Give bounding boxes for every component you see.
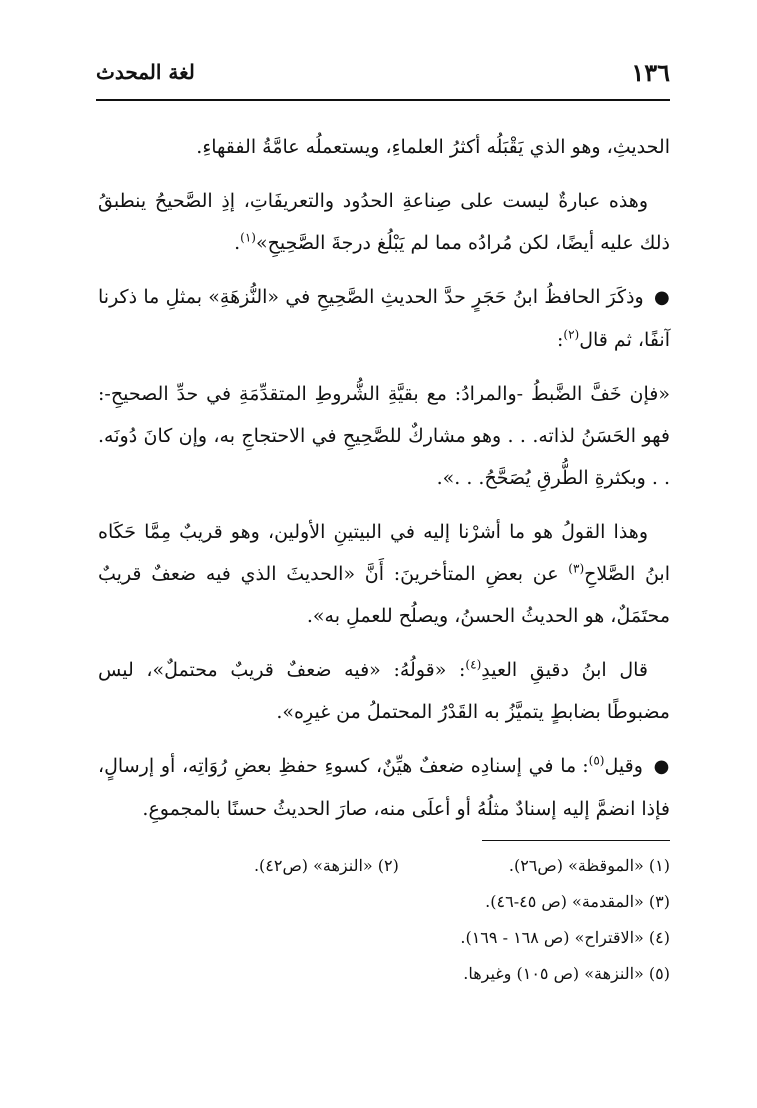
footnote-5: (٥) «النزهة» (ص ١٠٥) وغيرها. [463, 964, 670, 983]
header-divider [96, 99, 670, 101]
paragraph-text: «فإن خَفَّ الضَّبطُ -والمرادُ: مع بقيَّةِ الشُّروطِ المتقدِّمَةِ في حدِّ الصحيحِ-: فهو الحَسَنُ لذاته. . . وهو مشاركٌ للصَّحِيحِ في الاحتجاجِ به، وإن كانَ دُونَه. . . وبكثرةِ الطُّرقِ يُصَحَّحُ. . .». [98, 383, 670, 489]
bullet-icon: ● [654, 287, 670, 308]
main-text [98, 126, 670, 842]
footnote-ref: (٥) [588, 753, 605, 768]
paragraph-text: وقيل [604, 755, 643, 777]
paragraph-tail: . [234, 232, 241, 254]
footnote-2: (٢) «النزهة» (ص٤٢). [253, 856, 399, 875]
paragraph-tail: عن بعضِ المتأخرينَ: أَنَّ «الحديثَ الذي فيه ضعفٌ قريبٌ محتَمَلٌ، هو الحديثُ الحسنُ، ويصلُح للعملِ به». [98, 563, 670, 627]
footnote-ref: (٣) [568, 561, 585, 576]
running-title: لغة المحدث [96, 60, 195, 84]
bullet-icon: ● [653, 756, 670, 777]
paragraph-text: وهذا القولُ هو ما أشرْنا إليه في البيتينِ الأولين، وهو قريبٌ مِمَّا حَكَاه ابنُ الصَّلاحِ [98, 521, 671, 585]
paragraph [98, 745, 670, 830]
paragraph-tail: : «قولُهُ: «فيه ضعفٌ قريبٌ محتملٌ»، ليس مضبوطًا بضابطٍ يتميَّزُ به القَدْرُ المحتملُ من غيرِه». [98, 659, 670, 723]
paragraph-tail: : [556, 329, 564, 351]
paragraph [98, 276, 670, 361]
paragraph [98, 511, 670, 637]
paragraph [98, 126, 670, 168]
footnote-divider [482, 840, 670, 841]
footnote-ref: (١) [240, 230, 256, 245]
paragraph-tail: : ما في إسنادِه ضعفٌ هيِّنٌ، كسوءِ حفظِ بعضِ رُوَاتِه، أو إرسالٍ، فإذا انضمَّ إليه إسنادٌ مثلُهُ أو أعلَى منه، صارَ الحديثُ حسنًا بالمجموعِ. [98, 755, 670, 820]
footnote-row [150, 848, 670, 884]
page-header [96, 58, 670, 96]
paragraph-text: قال ابنُ دقيقِ العيدِ [481, 659, 648, 681]
paragraph [98, 180, 670, 264]
paragraph-text: الحديثِ، وهو الذي يَقْبَلُه أكثرُ العلماءِ، ويستعملُه عامَّةُ الفقهاءِ. [196, 136, 670, 158]
paragraph-text: وذكَرَ الحافظُ ابنُ حَجَرٍ حدَّ الحديثِ الصَّحِيحِ في «النُّزهَةِ» بمثلِ ما ذكرنا آنفًا، ثم قال [98, 286, 670, 351]
footnote-ref: (٢) [563, 327, 580, 342]
footnote-3: (٣) «المقدمة» (ص ٤٥-٤٦). [485, 892, 670, 911]
paragraph [98, 649, 670, 733]
page-number: ١٣٦ [631, 58, 670, 87]
quote-paragraph [98, 373, 670, 499]
paragraph-text: وهذه عبارةٌ ليست على صِناعةِ الحدُود والتعريفَاتِ، إذِ الصَّحيحُ ينطبقُ ذلك عليه أيضًا، لكن مُرادُه مما لم يَبْلُغ درجةَ الصَّحِيحِ» [98, 190, 670, 254]
footnote-1: (١) «الموقظة» (ص٢٦). [508, 856, 670, 875]
footnotes [150, 848, 670, 992]
footnote-4: (٤) «الاقتراح» (ص ١٦٨ - ١٦٩). [460, 928, 670, 947]
footnote-ref: (٤) [465, 657, 482, 672]
